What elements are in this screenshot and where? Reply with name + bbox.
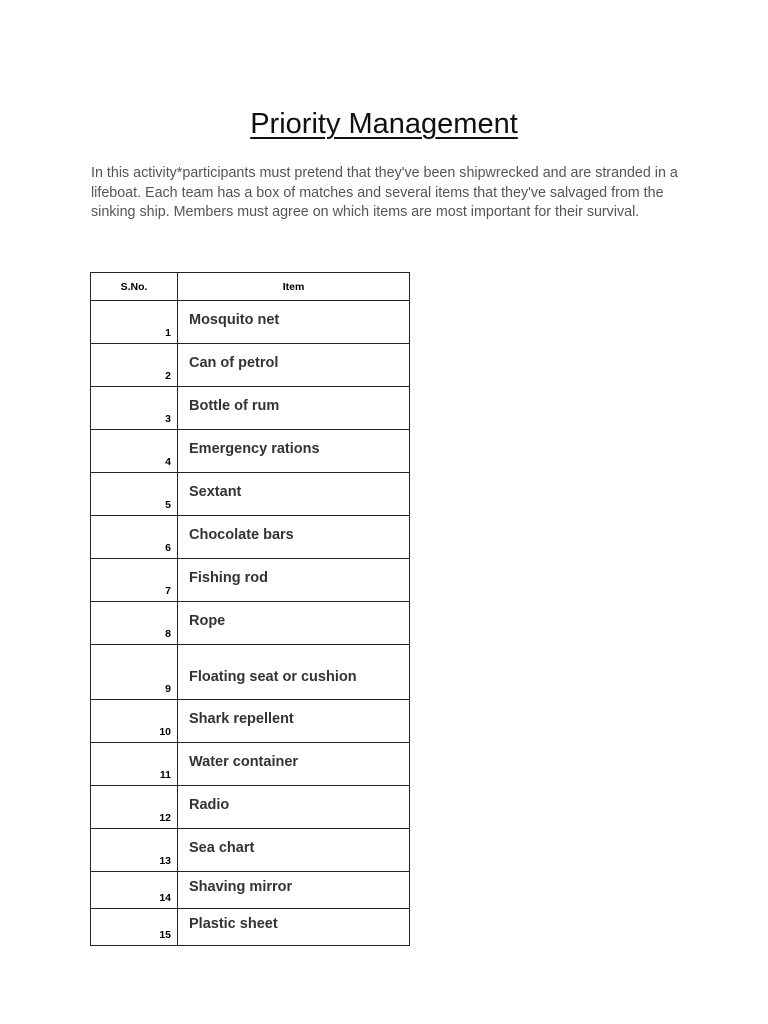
row-item: [178, 473, 410, 516]
row-number: 5: [91, 473, 178, 516]
table-row: [91, 473, 410, 516]
table-row: [91, 301, 410, 344]
table-row: [91, 516, 410, 559]
items-table: [90, 272, 410, 946]
table-row: [91, 645, 410, 700]
table-row: [91, 786, 410, 829]
row-item-label: Sextant: [189, 484, 242, 500]
table-row: [91, 602, 410, 645]
table-row: [91, 430, 410, 473]
table-row: [91, 829, 410, 872]
table-row: [91, 743, 410, 786]
row-number: 6: [91, 516, 178, 559]
row-item-label: Shaving mirror: [189, 879, 293, 895]
row-item-label: Chocolate bars: [189, 527, 294, 543]
header-item: Item: [178, 273, 410, 301]
row-item: [178, 344, 410, 387]
table-row: [91, 872, 410, 909]
row-number: 12: [91, 786, 178, 829]
header-sno: S.No.: [91, 273, 178, 301]
row-item-label: Fishing rod: [189, 570, 268, 586]
row-item-label: Shark repellent: [189, 711, 294, 727]
row-number: 14: [91, 872, 178, 909]
row-number: 4: [91, 430, 178, 473]
row-item: [178, 602, 410, 645]
row-item-label: Can of petrol: [189, 355, 279, 371]
table-row: [91, 700, 410, 743]
row-number: 13: [91, 829, 178, 872]
row-item-label: Floating seat or cushion: [189, 669, 357, 685]
table-row: [91, 909, 410, 946]
row-item: [178, 909, 410, 946]
row-item-label: Plastic sheet: [189, 916, 278, 932]
row-item: [178, 516, 410, 559]
row-item: [178, 872, 410, 909]
row-item-label: Rope: [189, 613, 226, 629]
row-item: [178, 786, 410, 829]
row-number: 7: [91, 559, 178, 602]
row-item-label: Sea chart: [189, 840, 255, 856]
row-item: [178, 829, 410, 872]
row-item-label: Emergency rations: [189, 441, 320, 457]
row-item: [178, 700, 410, 743]
row-number: 2: [91, 344, 178, 387]
intro-paragraph: In this activity*participants must pretend that they've been shipwrecked and are stranded in a lifeboat. Each team has a box of matches and several items that they've salvaged from the sinking ship. Members must agree on which items are most important for their survival.: [91, 165, 678, 220]
row-item-label: Radio: [189, 797, 230, 813]
row-item: [178, 559, 410, 602]
row-item: [178, 387, 410, 430]
row-item: [178, 743, 410, 786]
row-number: 1: [91, 301, 178, 344]
row-number: 15: [91, 909, 178, 946]
row-item: [178, 301, 410, 344]
page-title: Priority Management: [250, 108, 518, 140]
row-item-label: Water container: [189, 754, 299, 770]
row-number: 8: [91, 602, 178, 645]
row-number: 3: [91, 387, 178, 430]
table-row: [91, 344, 410, 387]
row-item: [178, 430, 410, 473]
row-number: 11: [91, 743, 178, 786]
row-item-label: Mosquito net: [189, 312, 280, 328]
row-number: 10: [91, 700, 178, 743]
table-header-row: [91, 273, 410, 301]
row-item-label: Bottle of rum: [189, 398, 280, 414]
row-item: [178, 645, 410, 700]
table-row: [91, 559, 410, 602]
table-row: [91, 387, 410, 430]
row-number: 9: [91, 645, 178, 700]
